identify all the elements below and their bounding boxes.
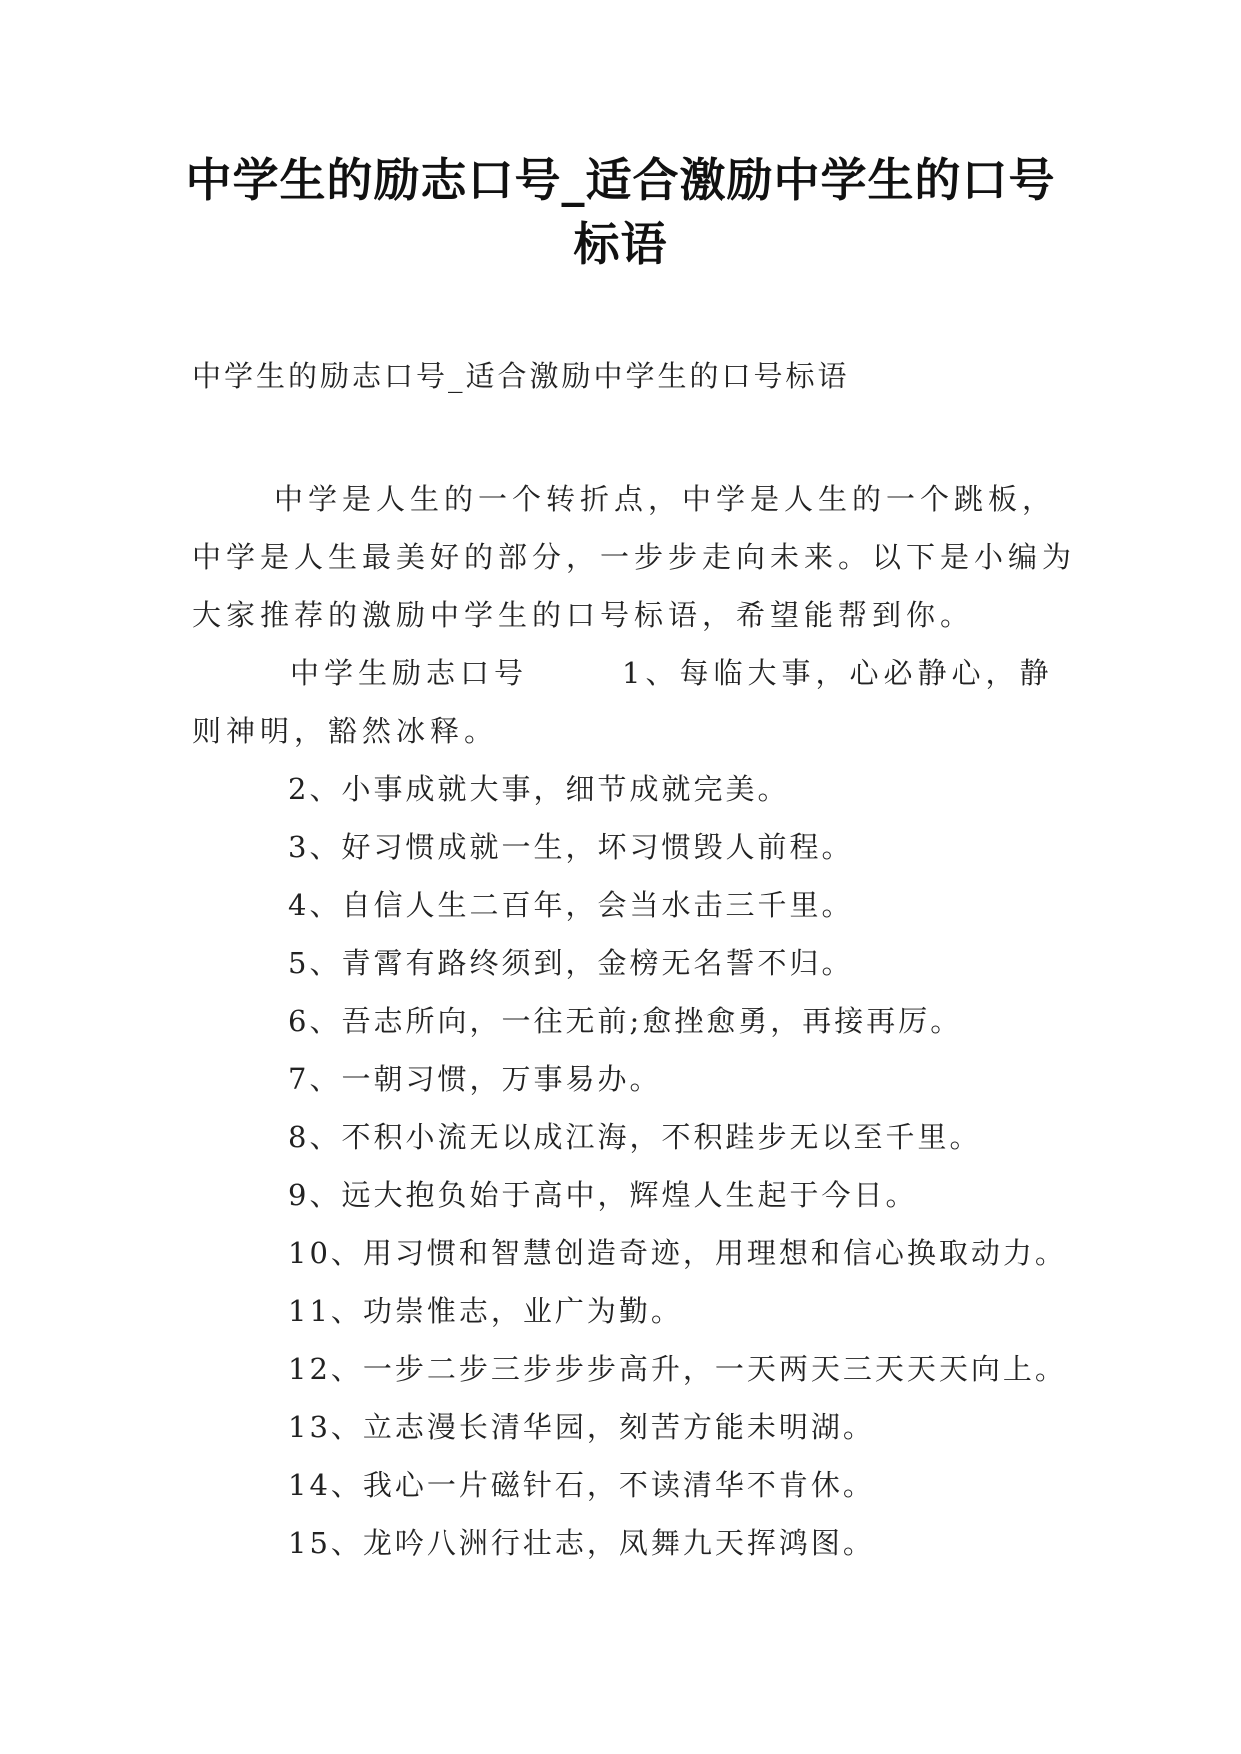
document-subtitle: 中学生的励志口号_适合激励中学生的口号标语 [192,359,850,393]
list-item: 15、龙吟八洲行壮志，凤舞九天挥鸿图。 [288,1526,875,1560]
section-heading-block [192,644,1062,760]
slogan-list [288,760,1088,1572]
list-item-1-part-1: 1、每临大事，心必静心，静 [622,656,1054,690]
list-item: 8、不积小流无以成江海，不积跬步无以至千里。 [288,1120,982,1154]
section-heading-row [192,644,1062,702]
list-item: 11、功崇惟志，业广为勤。 [288,1294,683,1328]
title-line-1: 中学生的励志口号_适合激励中学生的口号 [185,153,1056,207]
list-item: 6、吾志所向，一往无前;愈挫愈勇，再接再厉。 [288,1004,963,1038]
list-item: 14、我心一片磁针石，不读清华不肯休。 [288,1468,875,1502]
section-heading: 中学生励志口号 [290,656,529,690]
list-item: 7、一朝习惯，万事易办。 [288,1062,662,1096]
document-title [150,148,1091,276]
list-item-1-part-2: 则神明，豁然冰释。 [192,714,499,748]
intro-line-3: 大家推荐的激励中学生的口号标语，希望能帮到你。 [192,598,975,632]
title-line-2: 标语 [573,217,668,271]
intro-paragraph [192,470,1077,644]
intro-line-2: 中学是人生最美好的部分，一步步走向未来。以下是小编为 [192,540,1077,574]
list-item: 12、一步二步三步步步高升，一天两天三天天天向上。 [288,1352,1067,1386]
list-item: 3、好习惯成就一生，坏习惯毁人前程。 [288,830,854,864]
list-item: 13、立志漫长清华园，刻苦方能未明湖。 [288,1410,875,1444]
intro-line-1: 中学是人生的一个转折点，中学是人生的一个跳板， [274,482,1057,516]
list-item: 2、小事成就大事，细节成就完美。 [288,772,790,806]
list-item: 4、自信人生二百年，会当水击三千里。 [288,888,854,922]
list-item: 9、远大抱负始于高中，辉煌人生起于今日。 [288,1178,918,1212]
list-item: 10、用习惯和智慧创造奇迹，用理想和信心换取动力。 [288,1236,1067,1270]
list-item: 5、青霄有路终须到，金榜无名誓不归。 [288,946,854,980]
